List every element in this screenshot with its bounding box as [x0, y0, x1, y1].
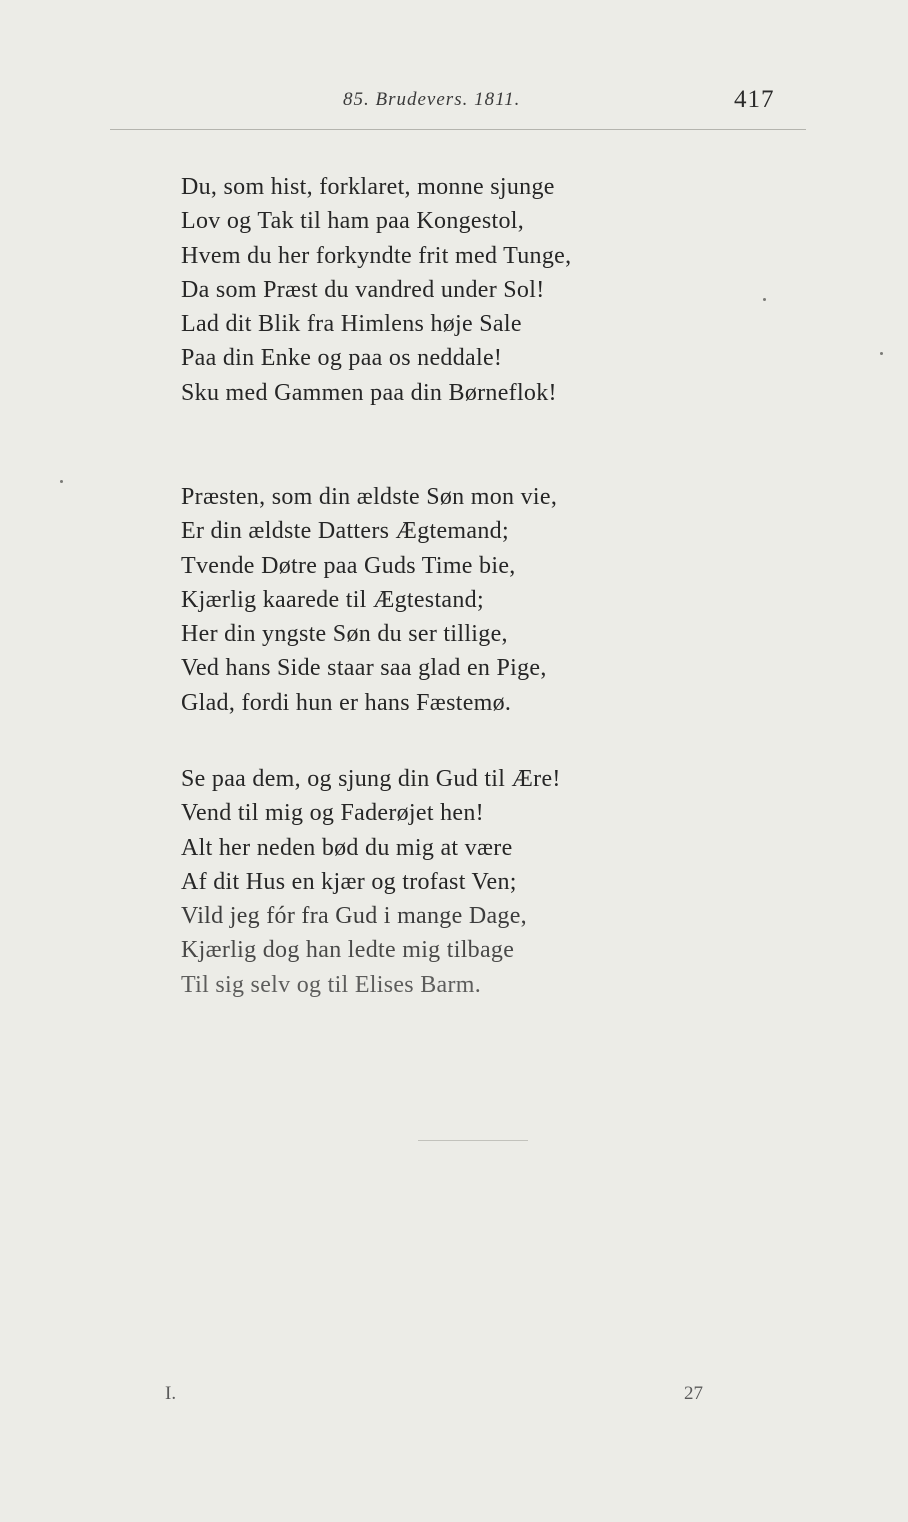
stanza-2: [181, 480, 557, 720]
verse-line: Sku med Gammen paa din Børneflok!: [181, 379, 557, 406]
verse-line: Af dit Hus en kjær og trofast Ven;: [181, 868, 517, 895]
verse-line: Ved hans Side staar saa glad en Pige,: [181, 655, 547, 682]
verse-line: Præsten, som din ældste Søn mon vie,: [181, 484, 558, 510]
verse-line: Her din yngste Søn du ser tillige,: [181, 621, 508, 648]
running-head: [0, 86, 908, 126]
verse-line: Tvende Døtre paa Guds Time bie,: [181, 552, 516, 579]
stanza-1: [181, 170, 571, 410]
verse-line: Paa din Enke og paa os neddale!: [181, 345, 503, 372]
paper-speck: [60, 480, 63, 483]
verse-line: Vild jeg fór fra Gud i mange Dage,: [181, 903, 527, 930]
verse-line: Hvem du her forkyndte frit med Tunge,: [181, 242, 572, 269]
verse-line: Til sig selv og til Elises Barm.: [181, 971, 482, 998]
verse-line: Kjærlig kaarede til Ægtestand;: [181, 586, 484, 613]
verse-line: Lov og Tak til ham paa Kongestol,: [181, 208, 525, 235]
header-rule: [110, 129, 806, 130]
verse-line: Vend til mig og Faderøjet hen!: [181, 800, 484, 827]
verse-line: Kjærlig dog han ledte mig tilbage: [181, 937, 515, 964]
verse-line: Alt her neden bød du mig at være: [181, 834, 513, 861]
verse-line: Er din ældste Datters Ægtemand;: [181, 518, 509, 545]
paper-speck: [880, 352, 883, 355]
paper-speck: [763, 298, 766, 301]
verse-line: Du, som hist, forklaret, monne sjunge: [181, 174, 555, 200]
signature-number: 27: [684, 1383, 703, 1404]
verse-line: Glad, fordi hun er hans Fæstemø.: [181, 689, 512, 716]
page-number: 417: [734, 86, 775, 113]
verse-line: Se paa dem, og sjung din Gud til Ære!: [181, 766, 561, 792]
signature-mark: I.: [165, 1383, 177, 1404]
running-title: 85. Brudevers. 1811.: [343, 89, 521, 110]
stanza-3: [181, 762, 561, 1002]
verse-line: Lad dit Blik fra Himlens høje Sale: [181, 311, 522, 338]
verse-line: Da som Præst du vandred under Sol!: [181, 276, 545, 303]
end-rule: [418, 1140, 528, 1141]
